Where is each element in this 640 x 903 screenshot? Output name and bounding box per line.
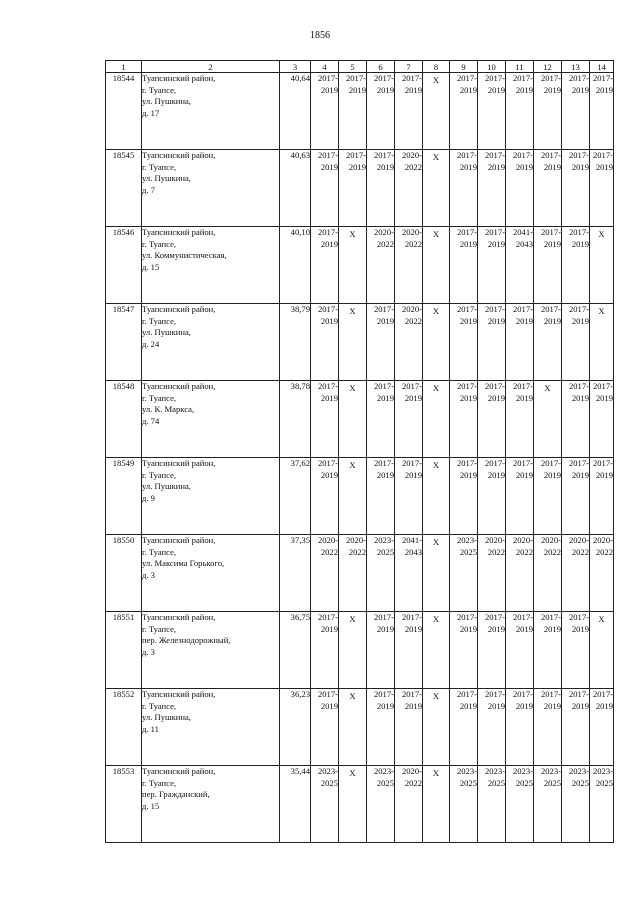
period-cell: 2017- 2019 [478, 73, 506, 150]
column-header: 2 [142, 61, 280, 73]
table-row [106, 535, 614, 612]
address-line: Туапсинский район, [142, 150, 216, 160]
table-row [106, 73, 614, 150]
record-number: 18552 [106, 689, 142, 766]
period-cell: 2017- 2019 [590, 381, 614, 458]
period-cell: 2020- 2022 [534, 535, 562, 612]
area-value: 36,23 [280, 689, 311, 766]
period-cell: 2017- 2019 [506, 150, 534, 227]
period-cell: 2017- 2019 [562, 304, 590, 381]
address-line: ул. Пушкина, [142, 327, 191, 337]
period-cell: X [590, 304, 614, 381]
period-cell: 2017- 2019 [534, 304, 562, 381]
period-cell: 2017- 2019 [562, 73, 590, 150]
period-cell: 2017- 2019 [395, 73, 423, 150]
period-cell: 2017- 2019 [450, 73, 478, 150]
period-cell: 2020- 2022 [367, 227, 395, 304]
period-cell: 2017- 2019 [311, 458, 339, 535]
address-line: ул. Максима Горького, [142, 558, 225, 568]
period-cell: 2017- 2019 [590, 150, 614, 227]
period-cell: X [339, 689, 367, 766]
period-cell: X [423, 535, 450, 612]
period-cell: 2023- 2025 [311, 766, 339, 843]
area-value: 38,78 [280, 381, 311, 458]
table-row [106, 304, 614, 381]
register-table [105, 60, 614, 843]
record-number: 18550 [106, 535, 142, 612]
address-line: г. Туапсе, [142, 623, 177, 634]
table-row [106, 381, 614, 458]
period-cell: 2020- 2022 [339, 535, 367, 612]
period-cell: 2023- 2025 [562, 766, 590, 843]
period-cell: X [423, 612, 450, 689]
area-value: 37,35 [280, 535, 311, 612]
period-cell: 2041- 2043 [506, 227, 534, 304]
record-number: 18544 [106, 73, 142, 150]
period-cell: 2017- 2019 [311, 73, 339, 150]
period-cell: X [339, 766, 367, 843]
address-cell [142, 612, 280, 689]
period-cell: 2017- 2019 [506, 689, 534, 766]
period-cell: 2017- 2019 [339, 150, 367, 227]
record-number: 18545 [106, 150, 142, 227]
address-line: ул. Коммунистическая, [142, 250, 227, 260]
period-cell: 2023- 2025 [590, 766, 614, 843]
column-header: 11 [506, 61, 534, 73]
address-line: г. Туапсе, [142, 700, 177, 711]
period-cell: 2017- 2019 [395, 612, 423, 689]
column-header: 10 [478, 61, 506, 73]
period-cell: 2017- 2019 [478, 381, 506, 458]
period-cell: 2017- 2019 [367, 150, 395, 227]
period-cell: X [339, 227, 367, 304]
column-header: 8 [423, 61, 450, 73]
period-cell: 2041- 2043 [395, 535, 423, 612]
period-cell: 2017- 2019 [478, 150, 506, 227]
address-cell [142, 535, 280, 612]
period-cell: 2023- 2025 [478, 766, 506, 843]
period-cell: 2020- 2022 [478, 535, 506, 612]
table-row [106, 766, 614, 843]
column-header: 3 [280, 61, 311, 73]
address-cell [142, 227, 280, 304]
period-cell: 2017- 2019 [506, 381, 534, 458]
address-line: Туапсинский район, [142, 689, 216, 699]
address-cell [142, 73, 280, 150]
address-cell [142, 381, 280, 458]
period-cell: X [339, 612, 367, 689]
column-header: 12 [534, 61, 562, 73]
period-cell: 2017- 2019 [311, 304, 339, 381]
period-cell: 2017- 2019 [534, 73, 562, 150]
address-line: ул. К. Маркса, [142, 404, 195, 414]
period-cell: 2020- 2022 [395, 304, 423, 381]
period-cell: 2017- 2019 [450, 227, 478, 304]
period-cell: 2017- 2019 [395, 381, 423, 458]
period-cell: 2017- 2019 [534, 227, 562, 304]
table-row [106, 150, 614, 227]
area-value: 38,79 [280, 304, 311, 381]
period-cell: 2017- 2019 [367, 381, 395, 458]
period-cell: 2023- 2025 [506, 766, 534, 843]
period-cell: X [423, 227, 450, 304]
column-header: 6 [367, 61, 395, 73]
period-cell: 2017- 2019 [450, 304, 478, 381]
period-cell: X [590, 612, 614, 689]
period-cell: X [590, 227, 614, 304]
address-line: Туапсинский район, [142, 73, 216, 83]
period-cell: 2023- 2025 [450, 766, 478, 843]
period-cell: 2020- 2022 [590, 535, 614, 612]
address-line: ул. Пушкина, [142, 712, 191, 722]
address-line: г. Туапсе, [142, 161, 177, 172]
period-cell: 2017- 2019 [534, 689, 562, 766]
period-cell: 2023- 2025 [534, 766, 562, 843]
period-cell: 2020- 2022 [395, 227, 423, 304]
record-number: 18548 [106, 381, 142, 458]
period-cell: 2017- 2019 [562, 612, 590, 689]
period-cell: 2017- 2019 [562, 458, 590, 535]
address-line: Туапсинский район, [142, 535, 216, 545]
address-line: д. 15 [142, 800, 160, 811]
period-cell: 2017- 2019 [478, 612, 506, 689]
period-cell: 2017- 2019 [562, 150, 590, 227]
address-line: д. 24 [142, 338, 160, 349]
period-cell: 2020- 2022 [311, 535, 339, 612]
period-cell: 2017- 2019 [450, 381, 478, 458]
address-line: Туапсинский район, [142, 458, 216, 468]
column-header: 9 [450, 61, 478, 73]
record-number: 18547 [106, 304, 142, 381]
period-cell: 2017- 2019 [478, 458, 506, 535]
area-value: 35,44 [280, 766, 311, 843]
address-line: Туапсинский район, [142, 766, 216, 776]
period-cell: 2017- 2019 [367, 73, 395, 150]
address-line: д. 17 [142, 107, 160, 118]
address-cell [142, 689, 280, 766]
period-cell: 2020- 2022 [395, 766, 423, 843]
address-line: д. 15 [142, 261, 160, 272]
period-cell: X [423, 458, 450, 535]
period-cell: X [423, 304, 450, 381]
address-line: ул. Пушкина, [142, 173, 191, 183]
period-cell: X [423, 73, 450, 150]
period-cell: X [339, 458, 367, 535]
period-cell: 2020- 2022 [562, 535, 590, 612]
address-line: д. 11 [142, 723, 159, 734]
period-cell: X [423, 766, 450, 843]
address-cell [142, 304, 280, 381]
address-line: д. 9 [142, 492, 155, 503]
period-cell: 2017- 2019 [395, 458, 423, 535]
address-line: Туапсинский район, [142, 612, 216, 622]
period-cell: X [339, 381, 367, 458]
period-cell: 2017- 2019 [450, 689, 478, 766]
period-cell: X [339, 304, 367, 381]
address-line: г. Туапсе, [142, 238, 177, 249]
address-line: г. Туапсе, [142, 392, 177, 403]
period-cell: X [534, 381, 562, 458]
period-cell: X [423, 381, 450, 458]
address-line: г. Туапсе, [142, 315, 177, 326]
area-value: 36,75 [280, 612, 311, 689]
column-header: 1 [106, 61, 142, 73]
address-line: Туапсинский район, [142, 227, 216, 237]
period-cell: 2017- 2019 [367, 612, 395, 689]
period-cell: 2017- 2019 [450, 612, 478, 689]
period-cell: 2017- 2019 [311, 150, 339, 227]
period-cell: 2020- 2022 [395, 150, 423, 227]
address-line: д. 3 [142, 569, 155, 580]
period-cell: 2023- 2025 [367, 535, 395, 612]
column-header: 4 [311, 61, 339, 73]
period-cell: 2017- 2019 [311, 381, 339, 458]
table-row [106, 227, 614, 304]
period-cell: 2017- 2019 [311, 612, 339, 689]
address-line: г. Туапсе, [142, 84, 177, 95]
page-number: 1856 [310, 30, 330, 41]
period-cell: 2017- 2019 [562, 381, 590, 458]
table-row [106, 689, 614, 766]
period-cell: 2017- 2019 [562, 689, 590, 766]
record-number: 18553 [106, 766, 142, 843]
period-cell: 2017- 2019 [534, 612, 562, 689]
area-value: 37,62 [280, 458, 311, 535]
period-cell: 2017- 2019 [367, 689, 395, 766]
address-line: д. 3 [142, 646, 155, 657]
address-line: г. Туапсе, [142, 546, 177, 557]
record-number: 18551 [106, 612, 142, 689]
column-header: 5 [339, 61, 367, 73]
area-value: 40,63 [280, 150, 311, 227]
column-header: 7 [395, 61, 423, 73]
area-value: 40,10 [280, 227, 311, 304]
record-number: 18546 [106, 227, 142, 304]
period-cell: 2017- 2019 [506, 612, 534, 689]
period-cell: 2017- 2019 [311, 227, 339, 304]
address-line: г. Туапсе, [142, 777, 177, 788]
period-cell: 2017- 2019 [590, 458, 614, 535]
address-line: ул. Пушкина, [142, 481, 191, 491]
record-number: 18549 [106, 458, 142, 535]
address-cell [142, 150, 280, 227]
period-cell: 2017- 2019 [367, 458, 395, 535]
period-cell: 2017- 2019 [590, 689, 614, 766]
header-row [106, 61, 614, 73]
column-header: 13 [562, 61, 590, 73]
table-row [106, 612, 614, 689]
address-line: Туапсинский район, [142, 304, 216, 314]
address-line: Туапсинский район, [142, 381, 216, 391]
address-cell [142, 458, 280, 535]
period-cell: 2017- 2019 [534, 458, 562, 535]
address-line: пер. Железнодорожный, [142, 635, 231, 645]
period-cell: 2023- 2025 [367, 766, 395, 843]
period-cell: 2017- 2019 [562, 227, 590, 304]
period-cell: 2023- 2025 [450, 535, 478, 612]
period-cell: 2017- 2019 [478, 304, 506, 381]
period-cell: 2017- 2019 [395, 689, 423, 766]
period-cell: 2017- 2019 [534, 150, 562, 227]
period-cell: X [423, 150, 450, 227]
period-cell: 2017- 2019 [367, 304, 395, 381]
area-value: 40,64 [280, 73, 311, 150]
period-cell: X [423, 689, 450, 766]
address-line: г. Туапсе, [142, 469, 177, 480]
address-line: д. 74 [142, 415, 160, 426]
address-cell [142, 766, 280, 843]
period-cell: 2017- 2019 [450, 150, 478, 227]
period-cell: 2017- 2019 [311, 689, 339, 766]
address-line: д. 7 [142, 184, 155, 195]
period-cell: 2017- 2019 [506, 304, 534, 381]
period-cell: 2020- 2022 [506, 535, 534, 612]
period-cell: 2017- 2019 [478, 227, 506, 304]
period-cell: 2017- 2019 [506, 73, 534, 150]
period-cell: 2017- 2019 [590, 73, 614, 150]
column-header: 14 [590, 61, 614, 73]
address-line: ул. Пушкина, [142, 96, 191, 106]
table-row [106, 458, 614, 535]
address-line: пер. Гражданский, [142, 789, 210, 799]
period-cell: 2017- 2019 [506, 458, 534, 535]
period-cell: 2017- 2019 [478, 689, 506, 766]
period-cell: 2017- 2019 [339, 73, 367, 150]
period-cell: 2017- 2019 [450, 458, 478, 535]
